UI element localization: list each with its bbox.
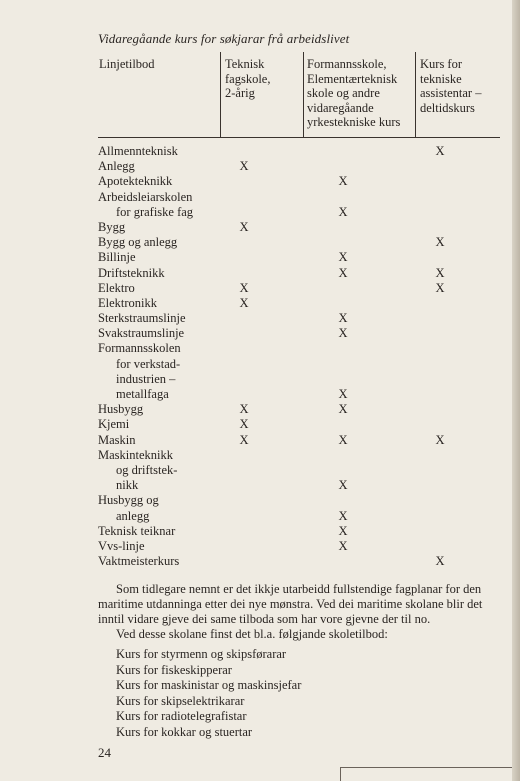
row-label: industrien – — [116, 371, 176, 386]
column-divider — [415, 52, 416, 138]
offer-mark: X — [435, 432, 445, 447]
row-label: Maskin — [98, 432, 136, 447]
row-label: Svakstraumslinje — [98, 326, 185, 341]
table-row — [98, 463, 500, 478]
list-item: Kurs for kokkar og stuertar — [116, 724, 253, 739]
table-row — [98, 448, 500, 463]
table-row — [98, 478, 500, 493]
row-label: Maskinteknikk — [98, 447, 173, 462]
row-label: Arbeidsleiarskolen — [98, 189, 193, 204]
offer-mark: X — [435, 144, 445, 158]
list-item: Kurs for fiskeskipperar — [116, 662, 232, 677]
table-row — [98, 190, 500, 205]
row-label: metallfaga — [116, 387, 169, 401]
table-row — [98, 266, 500, 281]
table-row — [98, 509, 500, 524]
table-row — [98, 220, 500, 235]
table-row — [98, 144, 500, 159]
offer-mark: X — [338, 432, 348, 447]
offer-mark: X — [338, 265, 348, 280]
column-divider — [303, 52, 304, 138]
table-row — [98, 205, 500, 220]
table-row — [98, 326, 500, 341]
offer-mark: X — [239, 417, 249, 432]
table-row — [98, 372, 500, 387]
row-label: Bygg og anlegg — [98, 235, 178, 250]
row-label: Vvs-linje — [98, 538, 145, 553]
offer-mark: X — [239, 402, 249, 417]
page-number: 24 — [98, 745, 111, 760]
table-row — [98, 174, 500, 189]
offer-mark: X — [435, 554, 445, 569]
table-row — [98, 235, 500, 250]
table-row — [98, 341, 500, 356]
list-item: Kurs for radiotelegrafistar — [116, 709, 247, 724]
row-label: Vaktmeisterkurs — [98, 554, 180, 569]
offer-mark: X — [239, 295, 249, 310]
offer-mark: X — [338, 478, 348, 493]
row-label: Apotekteknikk — [98, 174, 173, 189]
row-label: Allmennteknisk — [98, 144, 178, 158]
table-row — [98, 311, 500, 326]
row-label: for verkstad- — [116, 356, 181, 371]
offer-mark: X — [338, 387, 348, 401]
row-label: nikk — [116, 478, 139, 493]
table-row — [98, 250, 500, 265]
row-label: Driftsteknikk — [98, 265, 165, 280]
row-label: Teknisk teiknar — [98, 523, 176, 538]
row-label: anlegg — [116, 508, 150, 523]
body-text — [98, 582, 498, 642]
paragraph: Som tidlegare nemnt er det ikkje utarbeidd fullstendige fagplanar for den maritime utdanninga etter dei nye mønstra. Ved dei maritime skolane blir det inntil vidare gjeve dei same tilboda som har vore gjevne der til no. — [98, 582, 483, 626]
offer-mark: X — [435, 280, 445, 295]
offer-mark: X — [239, 432, 249, 447]
column-divider — [220, 52, 221, 138]
table-row — [98, 433, 500, 448]
offer-mark: X — [239, 159, 249, 174]
table-row — [98, 296, 500, 311]
row-label: Sterkstraumslinje — [98, 311, 186, 326]
offer-mark: X — [338, 250, 348, 265]
paragraph: Ved desse skolane finst det bl.a. følgjande skoletilbod: — [116, 627, 388, 641]
table-row — [98, 524, 500, 539]
page-edge-line — [340, 767, 341, 781]
list-item: Kurs for skipselektrikarar — [116, 693, 245, 708]
table-row — [98, 417, 500, 432]
table-row — [98, 281, 500, 296]
page-edge-line — [340, 767, 512, 768]
row-label: Husbygg — [98, 402, 144, 417]
table-row — [98, 493, 500, 508]
row-label: for grafiske fag — [116, 204, 194, 219]
offer-mark: X — [338, 174, 348, 189]
table-row — [98, 159, 500, 174]
offer-mark: X — [338, 204, 348, 219]
table-row — [98, 554, 500, 569]
course-list — [116, 647, 301, 741]
column-heading-teknisk-fagskole: Teknisk fagskole, 2-årig — [225, 57, 271, 100]
column-heading-tekniske-assistentar: Kurs for tekniske assistentar – deltidskurs — [420, 57, 482, 115]
offer-mark: X — [435, 265, 445, 280]
header-rule — [98, 137, 500, 138]
row-label: Bygg — [98, 219, 126, 234]
offer-mark: X — [338, 402, 348, 417]
row-label: og driftstek- — [116, 462, 178, 477]
column-heading-linjetilbod: Linjetilbod — [99, 57, 155, 71]
offer-mark: X — [239, 219, 249, 234]
row-label: Kjemi — [98, 417, 130, 432]
offer-mark: X — [338, 326, 348, 341]
offer-mark: X — [338, 523, 348, 538]
offer-mark: X — [239, 280, 249, 295]
row-label: Elektro — [98, 280, 135, 295]
offer-mark: X — [338, 508, 348, 523]
table-header — [98, 52, 500, 138]
page-edge-shadow — [512, 0, 520, 781]
column-heading-formannsskole: Formannsskole, Elementærteknisk skole og andre vidaregåande yrkestekniske kurs — [307, 57, 401, 129]
table-row — [98, 402, 500, 417]
row-label: Billinje — [98, 250, 136, 265]
table-row — [98, 387, 500, 402]
table-body — [98, 144, 500, 569]
offer-mark: X — [338, 538, 348, 553]
list-item: Kurs for maskinistar og maskinsjefar — [116, 678, 302, 693]
offer-mark: X — [435, 235, 445, 250]
row-label: Anlegg — [98, 159, 135, 174]
row-label: Elektronikk — [98, 295, 158, 310]
row-label: Formannsskolen — [98, 341, 181, 356]
list-item: Kurs for styrmenn og skipsførarar — [116, 647, 287, 661]
table-row — [98, 539, 500, 554]
table-row — [98, 357, 500, 372]
running-header: Vidaregåande kurs for søkjarar frå arbeidslivet — [98, 31, 350, 46]
offer-mark: X — [338, 311, 348, 326]
row-label: Husbygg og — [98, 493, 159, 508]
